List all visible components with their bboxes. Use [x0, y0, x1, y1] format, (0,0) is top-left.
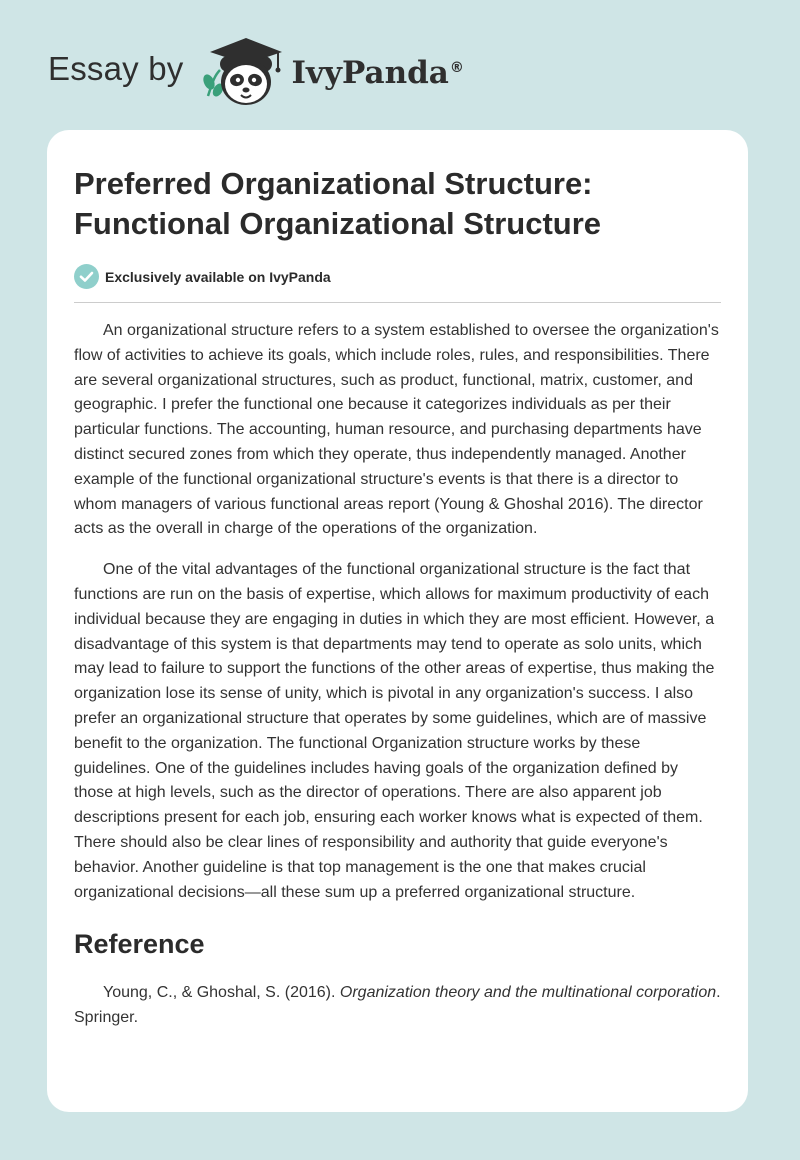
page-title — [74, 164, 721, 244]
body-paragraph: An organizational structure refers to a system established to oversee the organization's flow of activities to achieve its goals, which include roles, rules, and responsibilities. There are several organizational structures, such as product, functional, matrix, customer, and geographic. I prefer the functional one because it categorizes individuals as per their particular functions. The accounting, human resource, and purchasing departments have distinct secured zones from which they operate, thus independently managed. Another example of the functional organizational structure's events is that there is a director to whom managers of various functional areas report (Young & Ghoshal 2016). The director acts as the overall in charge of the operations of the organization. — [74, 322, 719, 538]
page-title-line2: Functional Organizational Structure — [74, 206, 602, 241]
reference-heading: Reference — [74, 929, 205, 960]
logo-brand: IvyPanda® — [291, 55, 464, 91]
reference-entry — [74, 981, 721, 1031]
reference-authors: Young, C., & Ghoshal, S. (2016). — [103, 984, 340, 1002]
exclusive-badge — [74, 264, 721, 303]
logo-prefix: Essay by — [48, 50, 184, 87]
article-card — [47, 130, 748, 1112]
panda-graduate-icon — [198, 34, 288, 110]
body-paragraph: One of the vital advantages of the functional organizational structure is the fact that functions are run on the basis of expertise, which allows for maximum productivity of each individual because they are engaging in duties in which they are most efficient. However, a disadvantage of this system is that departments may tend to operate as solo units, which may lead to failure to support the functions of the other areas of expertise, thus making the organization lose its sense of unity, which is pivotal in any organization's success. I also prefer an organizational structure that operates by some guidelines, which are of massive benefit to the organization. The functional Organization structure works by these guidelines. One of the guidelines includes having goals of the organization defined by those at high levels, such as the director of operations. There are also apparent job descriptions present for each job, ensuring each worker knows what is expected of them. There should also be clear lines of responsibility and authority that guide everyone's behavior. Another guideline is that top management is the one that makes crucial organizational decisions—all these sum up a preferred organizational structure. — [74, 561, 715, 901]
reference-publisher: . Springer. — [74, 984, 721, 1027]
reference-title: Organization theory and the multinational corporation — [339, 984, 717, 1002]
site-logo[interactable] — [48, 34, 464, 110]
page-title-line1: Preferred Organizational Structure: — [74, 166, 593, 201]
check-circle-icon — [74, 264, 99, 289]
exclusive-badge-label: Exclusively available on IvyPanda — [105, 268, 331, 285]
